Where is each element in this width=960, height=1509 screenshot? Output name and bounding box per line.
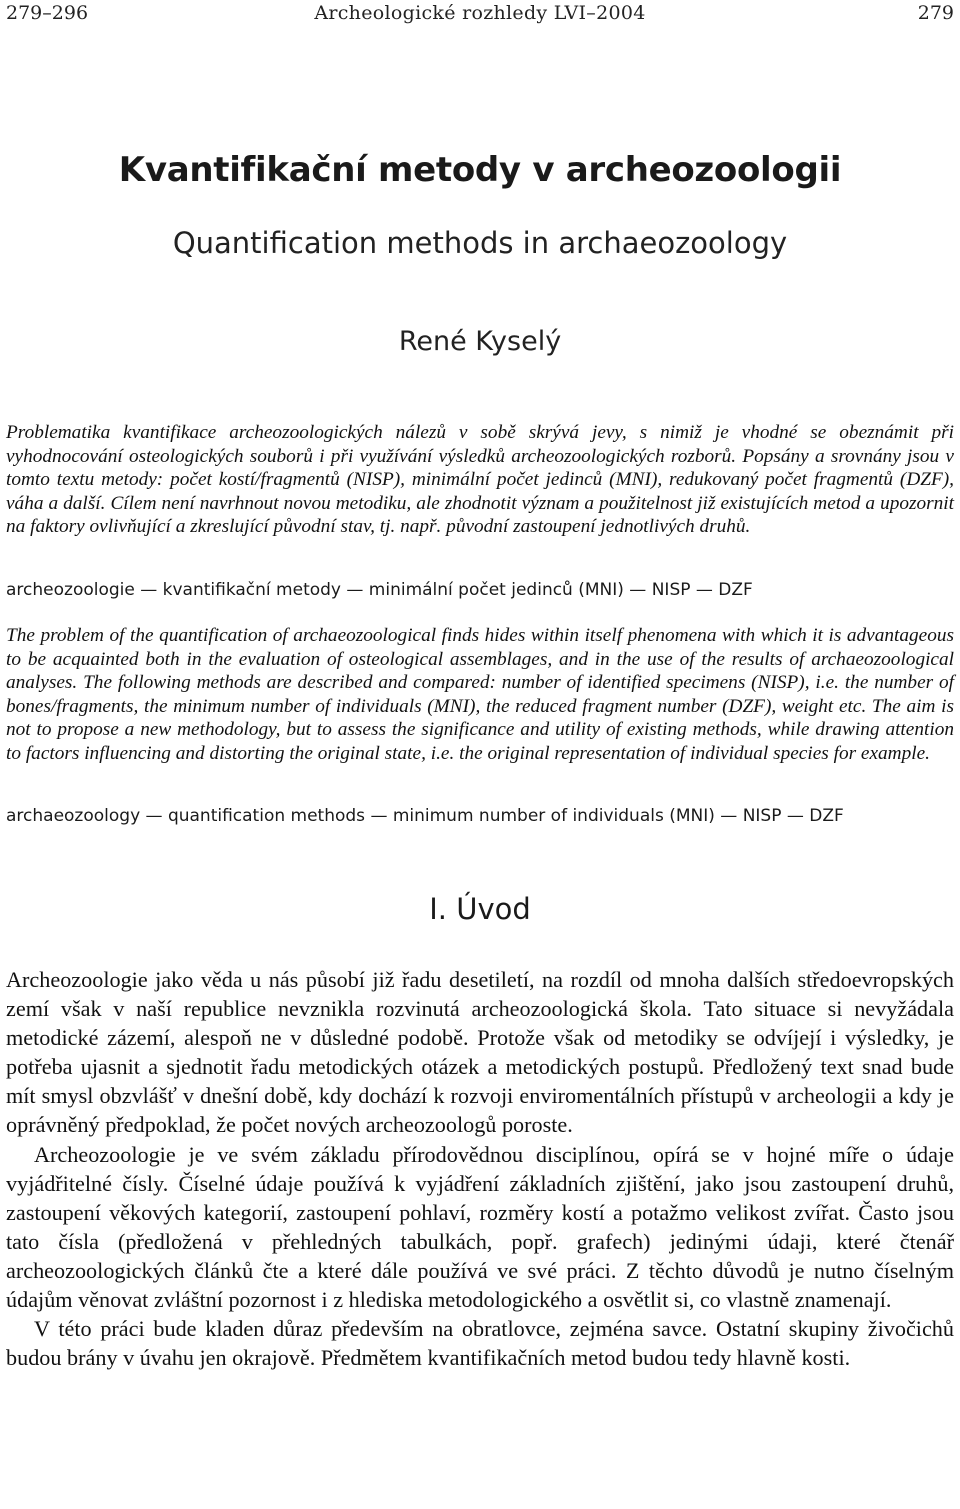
keywords-english: archaeozoology — quantification methods — minimum number of individuals (MNI) — NISP — DZF xyxy=(6,806,844,826)
body-paragraph: V této práci bude kladen důraz především na obratlovce, zejména savce. Ostatní skupiny živočichů budou brány v úvahu jen okrajově. Předmětem kvantifikačních metod budou tedy hlavně kosti. xyxy=(6,1316,954,1371)
keywords-czech: archeozoologie — kvantifikační metody — minimální počet jedinců (MNI) — NISP — DZF xyxy=(6,580,753,600)
page-number: 279 xyxy=(917,2,954,24)
body-paragraph: Archeozoologie je ve svém základu přírodovědnou disciplínou, opírá se v hojné míře o údaje vyjádřitelné čísly. Číselné údaje používá k vyjádření základních zjištění, jako jsou zastoupení druhů, zastoupení věkových kategorií, zastoupení pohlaví, rozměry kostí a potažmo velikost zvířat. Často jsou tato čísla (předložená v přehledných tabulkách, popř. grafech) jedinými údaji, které čtenář archeozoologických článků čte a které dále používá ve své práci. Z těchto důvodů je nutno číselným údajům věnovat zvláštní pozornost i z hlediska metodologického a osvětlit si, co vlastně znamenají. xyxy=(6,1141,954,1313)
article-title: Kvantifikační metody v archeozoologii xyxy=(118,150,842,190)
abstract-czech: Problematika kvantifikace archeozoologických nálezů v sobě skrývá jevy, s nimiž je vhodné se obeznámit při vyhodnocování osteologických souborů i při využívání výsledků archeozoologických rozborů. Popsány a srovnány jsou v tomto textu metody: počet kostí/fragmentů (NISP), minimální počet jedinců (MNI), redukovaný počet fragmentů (DZF), váha a další. Cílem není navrhnout novou metodiku, ale zhodnotit význam a použitelnost již existujících metod a upozornit na faktory ovlivňující a zkreslující původní stav, tj. např. původní zastoupení jednotlivých druhů. xyxy=(6,422,954,538)
body-paragraph: Archeozoologie jako věda u nás působí již řadu desetiletí, na rozdíl od mnoha dalších středoevropských zemí však v naší republice nevznikla rozvinutá archeozoologická škola. Tato situace si nevyžádala metodické zázemí, alespoň ne v důsledné podobě. Protože však od metodiky se odvíjejí i výsledky, je potřeba ujasnit a sjednotit řadu metodických otázek a metodických postupů. Předložený text snad bude mít smysl obzvlášť v dnešní době, kdy dochází k rozvoji enviromentálních přístupů v archeologii a kdy je oprávněný předpoklad, že počet nových archeozoologů poroste. xyxy=(6,967,954,1138)
section-body xyxy=(6,965,954,1372)
article-author: René Kyselý xyxy=(398,326,562,357)
journal-name: Archeologické rozhledy LVI–2004 xyxy=(314,2,646,24)
section-heading: I. Úvod xyxy=(429,892,531,926)
page-range: 279–296 xyxy=(6,2,89,24)
article-subtitle: Quantification methods in archaeozoology xyxy=(172,226,788,260)
abstract-english: The problem of the quantification of archaeozoological finds hides within itself phenomena with which it is advantageous to be acquainted both in the evaluation of osteological assemblages, and in the use of the results of archaeozoological analyses. The following methods are described and compared: number of identified specimens (NISP), i.e. the number of bones/fragments, the minimum number of individuals (MNI), the reduced fragment number (DZF), weight etc. The aim is not to propose a new methodology, but to assess the significance and utility of existing methods, while drawing attention to factors influencing and distorting the original state, i.e. the original representation of individual species for example. xyxy=(6,625,954,764)
running-header xyxy=(6,2,954,28)
